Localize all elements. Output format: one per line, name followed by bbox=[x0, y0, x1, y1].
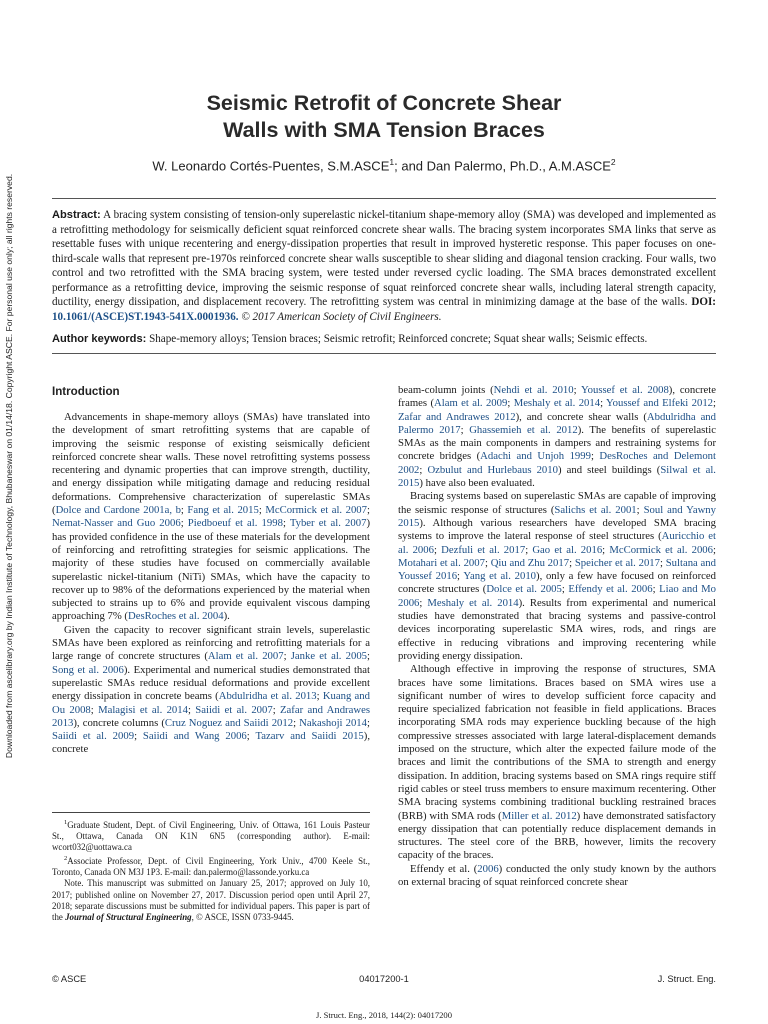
citation-link[interactable]: Piedboeuf et al. 1998 bbox=[187, 517, 283, 530]
citation-link[interactable]: Effendy et al. 2006 bbox=[568, 583, 653, 596]
citation-link[interactable]: Tazarv and Saiidi 2015 bbox=[255, 730, 364, 743]
citation-line: J. Struct. Eng., 2018, 144(2): 04017200 bbox=[315, 1010, 453, 1020]
author-1-affiliation: 1 bbox=[389, 157, 395, 167]
keywords-text: Shape-memory alloys; Tension braces; Seismic retrofit; Reinforced concrete; Squat shear walls; Seismic effects. bbox=[146, 333, 648, 345]
paper-title bbox=[52, 90, 716, 144]
citation-link[interactable]: Saiidi et al. 2009 bbox=[52, 730, 135, 743]
submission-note bbox=[52, 878, 370, 922]
citation-link[interactable]: Abdulridha et al. 2013 bbox=[218, 690, 317, 703]
citation-link[interactable]: McCormick et al. 2007 bbox=[265, 504, 367, 517]
abstract bbox=[52, 208, 716, 324]
author-separator: ; and bbox=[394, 158, 427, 174]
intro-paragraph-2: Given the capacity to recover significant strain levels, superelastic SMAs have been explored as reinforcing and retrofitting materials for a large range of concrete structures (Alam et al. 2007; Janke et al. 2005; Song et al. 2006). Experimental and numerical studies demonstrated that superelastic SMAs reduce residual deformations and provide excellent energy dissipation in concrete beams (Abdulridha et al. 2013; Kuang and Ou 2008; Malagisi et al. 2014; Saiidi et al. 2007; Zafar and Andrawes 2013), concrete columns (Cruz Noguez and Saiidi 2012; Nakashoji 2014; Saiidi et al. 2009; Saiidi and Wang 2006; Tazarv and Saiidi 2015), concrete bbox=[52, 623, 370, 756]
abstract-block bbox=[52, 198, 716, 354]
citation-link[interactable]: Qiu and Zhu 2017 bbox=[490, 556, 570, 569]
footer-copyright: © ASCE bbox=[52, 974, 87, 984]
citation-link[interactable]: Gao et al. 2016 bbox=[532, 543, 603, 556]
left-column bbox=[52, 384, 370, 757]
download-notice: Downloaded from ascelibrary.org by Indian Institute of Technology, Bhubaneswar on 01/14/18. Copyright ASCE. For personal use only; all rights reserved. bbox=[4, 173, 14, 759]
citation-link[interactable]: 2006 bbox=[477, 862, 499, 875]
citation-link[interactable]: Auricchio et al. 2006 bbox=[398, 530, 716, 556]
citation-link[interactable]: Fang et al. 2015 bbox=[187, 504, 259, 517]
right-paragraph-2: Bracing systems based on superelastic SMAs are capable of improving the seismic response of structures (Salichs et al. 2001; Soul and Yawny 2015). Although various researchers have developed SMA bracing systems to improve the lateral response of steel structures (Auricchio et al. 2006; Dezfuli et al. 2017; Gao et al. 2016; McCormick et al. 2006; Motahari et al. 2007; Qiu and Zhu 2017; Speicher et al. 2017; Sultana and Youssef 2016; Yang et al. 2010), only a few have focused on reinforced concrete structures (Dolce et al. 2005; Effendy et al. 2006; Liao and Mo 2006; Meshaly et al. 2014). Results from experimental and numerical studies have demonstrated that bracing systems and passive-control devices incorporating superelastic SMA wires, rods, and rings are effective in reducing vibrations and improving recentering while providing energy dissipation. bbox=[398, 490, 716, 662]
keywords-label: Author keywords: bbox=[52, 333, 147, 345]
citation-link[interactable]: Song et al. 2006 bbox=[52, 663, 124, 676]
citation-link[interactable]: Miller et al. 2012 bbox=[501, 809, 577, 822]
right-paragraph-1: beam-column joints (Nehdi et al. 2010; Youssef et al. 2008), concrete frames (Alam et al. 2009; Meshaly et al. 2014; Youssef and Elfeki 2012; Zafar and Andrawes 2012), and concrete shear walls (Abdulridha and Palermo 2017; Ghassemieh et al. 2012). The benefits of superelastic SMAs as the main components in dampers and restraining systems for concrete bridges (Adachi and Unjoh 1999; DesRoches and Delemont 2002; Ozbulut and Hurlebaus 2010) and steel buildings (Silwal et al. 2015) have also been evaluated. bbox=[398, 384, 717, 490]
footnote-1-text: Graduate Student, Dept. of Civil Engineering, Univ. of Ottawa, 161 Louis Pasteur St., Ottawa, Canada ON K1N 6N5 (corresponding author). E-mail: wcort032@uottawa.ca bbox=[52, 819, 370, 853]
journal-name: Journal of Structural Engineering bbox=[65, 911, 192, 922]
footnote-2-text: Associate Professor, Dept. of Civil Engineering, York Univ., 4700 Keele St., Toronto, Canada ON M3J 1P3. E-mail: dan.palermo@lassonde.yorku.ca bbox=[52, 856, 370, 878]
author-2: Dan Palermo, Ph.D., A.M.ASCE bbox=[426, 158, 611, 174]
footnote-2-marker: 2 bbox=[64, 855, 68, 863]
title-line-1: Seismic Retrofit of Concrete Shear bbox=[206, 91, 562, 115]
author-keywords bbox=[52, 332, 716, 354]
footnotes bbox=[52, 812, 370, 923]
citation-link[interactable]: Motahari et al. 2007 bbox=[398, 556, 485, 569]
citation-link[interactable]: Abdulridha and Palermo 2017 bbox=[398, 410, 716, 436]
right-paragraph-3: Although effective in improving the response of structures, SMA braces have some limitations. Braces based on SMA wires use a significant number of wires to develop sufficient force capacity and require specialized fabrication not feasible in field applications. Braces incorporating SMA rods may experience buckling because of the high compressive stresses associated with large lateral-displacement demands imposed on the structure, which alter the expected failure mode of the braces and limit the contributions of the SMA to strength and energy dissipation. In addition, bracing systems based on SMA rings require stiff rigid cables or steel truss members to ensure maximum recentering. Other SMA bracing systems combining traditional buckling restrained braces (BRB) with SMA rods (Miller et al. 2012) have demonstrated satisfactory energy dissipation that can potentially reduce displacement demands in structures. The steel core of the BRB, however, limits the recovery capacity of the braces. bbox=[398, 663, 717, 862]
citation-link[interactable]: Soul and Yawny 2015 bbox=[398, 503, 716, 529]
citation-link[interactable]: Youssef et al. 2008 bbox=[581, 384, 669, 396]
citation-link[interactable]: Adachi and Unjoh 1999 bbox=[480, 450, 591, 463]
note-issn: , © ASCE, ISSN 0733-9445. bbox=[191, 911, 294, 922]
citation-link[interactable]: Speicher et al. 2017 bbox=[574, 556, 660, 569]
citation-link[interactable]: Nehdi et al. 2010 bbox=[493, 384, 574, 396]
abstract-copyright: © 2017 American Society of Civil Engineers. bbox=[241, 310, 442, 323]
citation-link[interactable]: DesRoches et al. 2004 bbox=[127, 610, 224, 623]
citation-link[interactable]: Nemat-Nasser and Guo 2006 bbox=[52, 517, 181, 530]
citation-link[interactable]: Yang et al. 2010 bbox=[463, 570, 537, 583]
citation-link[interactable]: Meshaly et al. 2014 bbox=[513, 397, 601, 410]
right-column bbox=[398, 384, 716, 889]
citation-link[interactable]: Nakashoji 2014 bbox=[299, 716, 367, 729]
citation-link[interactable]: Salichs et al. 2001 bbox=[554, 503, 637, 516]
footnote-1 bbox=[52, 817, 370, 853]
footnote-1-marker: 1 bbox=[64, 819, 68, 826]
abstract-text: A bracing system consisting of tension-only superelastic nickel-titanium shape-memory alloy (SMA) was developed and implemented as a retrofitting methodology for seismically deficient squat reinforced concrete shear walls. The bracing system incorporates SMA links that serve as resettable fuses with unique recentering and energy-dissipation properties that result in improved hysteretic response. This paper focuses on one-third-scale walls that represent pre-1970s reinforced concrete shear walls susceptible to shear sliding and diagonal tension cracking. Four walls, two control and two retrofitted with the SMA bracing system, were tested under reversed cyclic loading. The SMA braces demonstrated excellent performance as a retrofitting device, improving the seismic response of squat reinforced concrete shear walls, including lateral strength capacity, ductility, energy dissipation, and displacement recovery. The retrofitting system was central in minimizing damage at the base of the walls. bbox=[52, 209, 716, 308]
citation-link[interactable]: Zafar and Andrawes 2013 bbox=[52, 703, 370, 729]
citation-link[interactable]: Cruz Noguez and Saiidi 2012 bbox=[164, 716, 294, 729]
citation-link[interactable]: Dezfuli et al. 2017 bbox=[441, 543, 526, 556]
citation-link[interactable]: Tyber et al. 2007 bbox=[289, 517, 367, 530]
author-1: W. Leonardo Cortés-Puentes, S.M.ASCE bbox=[152, 158, 390, 174]
footnote-2 bbox=[52, 853, 370, 878]
citation-link[interactable]: Silwal et al. 2015 bbox=[398, 463, 716, 490]
doi-label: DOI: bbox=[691, 296, 716, 308]
citation-link[interactable]: Youssef and Elfeki 2012 bbox=[606, 397, 714, 410]
page-footer bbox=[52, 974, 716, 988]
citation-link[interactable]: Janke et al. 2005 bbox=[290, 650, 368, 663]
right-paragraph-4: Effendy et al. (2006) conducted the only study known by the authors on external bracing of squat reinforced concrete shear bbox=[398, 862, 717, 888]
section-heading-introduction: Introduction bbox=[52, 385, 120, 398]
citation-link[interactable]: Saiidi and Wang 2006 bbox=[142, 730, 247, 743]
abstract-label: Abstract: bbox=[52, 209, 101, 221]
citation-link[interactable]: Alam et al. 2009 bbox=[434, 397, 508, 410]
author-2-affiliation: 2 bbox=[610, 157, 616, 167]
citation-link[interactable]: Alam et al. 2007 bbox=[207, 650, 284, 663]
citation-link[interactable]: Dolce and Cardone 2001a, b bbox=[55, 504, 181, 517]
citation-link[interactable]: Meshaly et al. 2014 bbox=[427, 596, 519, 609]
article-number: 04017200-1 bbox=[359, 974, 409, 984]
citation-link[interactable]: Ghassemieh et al. 2012 bbox=[469, 423, 578, 436]
citation-link[interactable]: Dolce et al. 2005 bbox=[486, 583, 562, 596]
citation-link[interactable]: Malagisi et al. 2014 bbox=[98, 703, 188, 716]
citation-link[interactable]: Saiidi et al. 2007 bbox=[195, 703, 273, 716]
citation-link[interactable]: Liao and Mo 2006 bbox=[398, 583, 716, 609]
journal-abbrev: J. Struct. Eng. bbox=[657, 974, 716, 984]
title-line-2: Walls with SMA Tension Braces bbox=[223, 118, 545, 142]
author-line bbox=[52, 157, 716, 173]
citation-link[interactable]: Kuang and Ou 2008 bbox=[52, 690, 370, 716]
citation-link[interactable]: Ozbulut and Hurlebaus 2010 bbox=[427, 463, 558, 476]
citation-link[interactable]: DesRoches and Delemont 2002 bbox=[398, 450, 716, 476]
citation-link[interactable]: McCormick et al. 2006 bbox=[609, 543, 713, 556]
note-text: Note. This manuscript was submitted on January 25, 2017; approved on July 10, 2017; published online on November 27, 2017. Discussion period open until April 27, 2018; separate discussions must be submitted for individual papers. This paper is part of the bbox=[52, 878, 370, 922]
citation-link[interactable]: Sultana and Youssef 2016 bbox=[398, 556, 716, 583]
intro-paragraph-1: Advancements in shape-memory alloys (SMAs) have translated into the development of smart retrofitting systems that are capable of improving the seismic response of existing seismically deficient reinforced concrete shear walls. These novel retrofitting systems possess recentering and dynamic properties that can improve strength, ductility, and energy dissipation while mitigating damage and reducing residual deformations. Comprehensive characterization of superelastic SMAs (Dolce and Cardone 2001a, b; Fang et al. 2015; McCormick et al. 2007; Nemat-Nasser and Guo 2006; Piedboeuf et al. 1998; Tyber et al. 2007) has provided confidence in the use of these materials for the development of reinforcing and retrofitting strategies for seismic applications. The majority of these studies have focused on commercially available superelastic nickel-titanium (NiTi) SMAs, which have the capacity to recover up to 98% of the deformations experienced by the material when subjected to strains up to 6% and provide equivalent viscous damping approaching 7% (DesRoches et al. 2004). bbox=[52, 411, 370, 623]
doi-link[interactable]: 10.1061/(ASCE)ST.1943-541X.0001936. bbox=[52, 310, 239, 323]
citation-link[interactable]: Zafar and Andrawes 2012 bbox=[398, 410, 516, 423]
download-watermark bbox=[0, 173, 18, 759]
